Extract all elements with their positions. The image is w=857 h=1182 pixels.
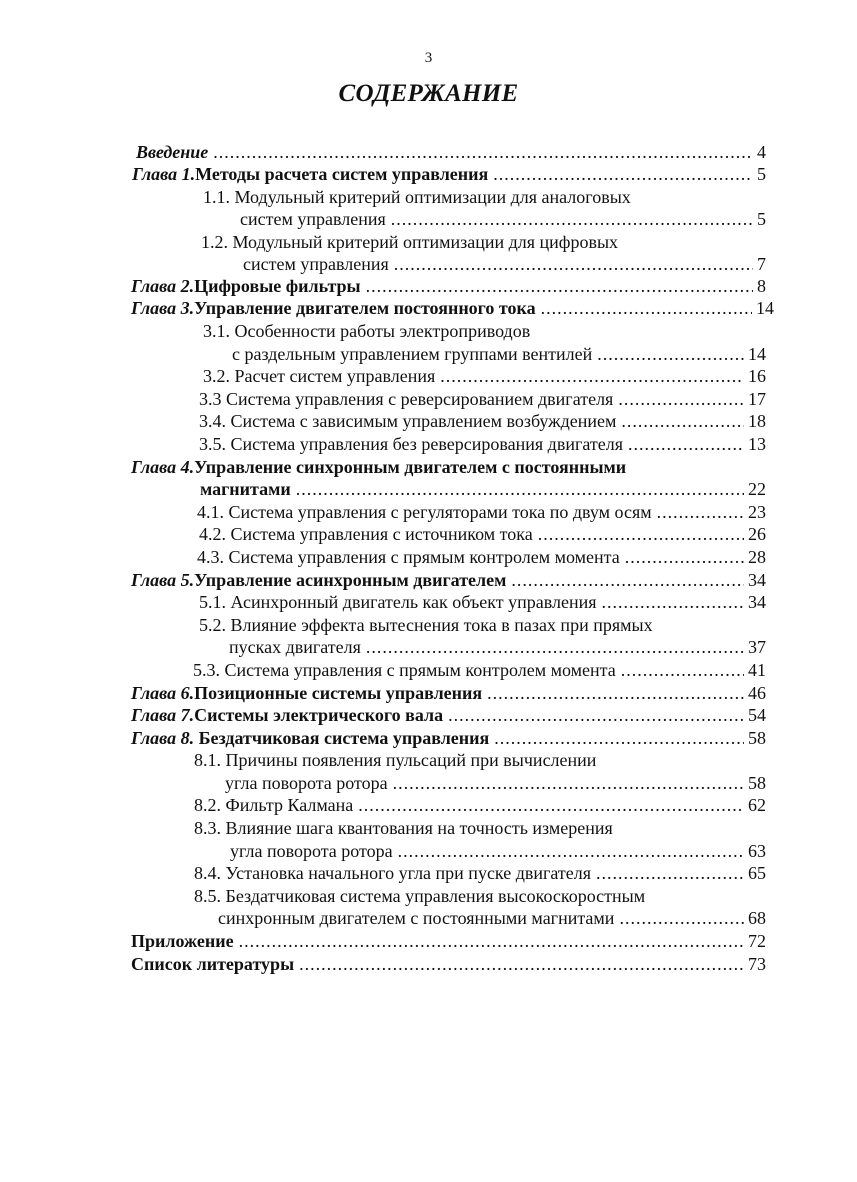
chapter-title: Позиционные системы управления (194, 683, 483, 703)
toc-section-1-2: 1.2. Модульный критерий оптимизации для цифровых (201, 232, 619, 252)
toc-page: 46 (748, 683, 766, 703)
toc-entry-1-1[interactable] (240, 207, 766, 231)
toc-leader (618, 387, 744, 411)
toc-entry-appendix[interactable] (131, 929, 766, 953)
toc-entry-3-5[interactable] (199, 432, 766, 456)
toc-label: угла поворота ротора (225, 773, 388, 793)
toc-leader (602, 590, 744, 614)
toc-label: 5.1. Асинхронный двигатель как объект управления (199, 592, 597, 612)
toc-leader (625, 545, 744, 569)
toc-leader (619, 906, 744, 930)
toc-label: 3.2. Расчет систем управления (203, 366, 436, 386)
toc-page: 8 (757, 276, 766, 296)
toc-entry-ch4-cont[interactable] (200, 477, 766, 501)
toc-label: систем управления (240, 209, 386, 229)
toc-label: 5.3. Система управления с прямым контролем момента (193, 660, 616, 680)
toc-page: 73 (748, 954, 766, 974)
toc-entry-intro[interactable] (136, 140, 766, 164)
toc-page: 72 (748, 931, 766, 951)
toc-leader (394, 252, 753, 276)
toc-entry-8-5[interactable] (218, 906, 766, 930)
toc-page: 22 (748, 479, 766, 499)
toc-page: 62 (748, 795, 766, 815)
toc-page: 58 (748, 728, 766, 748)
chapter-number: Глава 8. (131, 728, 195, 748)
toc-entry-ch1[interactable] (132, 162, 766, 186)
toc-page: 41 (748, 660, 766, 680)
toc-label: 3.3 Система управления с реверсированием двигателя (199, 389, 614, 409)
toc-label: 3.4. Система с зависимым управлением возбуждением (199, 411, 617, 431)
page-number: 3 (424, 50, 433, 66)
toc-section-8-3: 8.3. Влияние шага квантования на точность измерения (194, 818, 613, 838)
toc-entry-ch3[interactable] (131, 296, 774, 320)
toc-entry-8-1[interactable] (225, 771, 766, 795)
toc-page: 37 (748, 637, 766, 657)
toc-label: 3.5. Система управления без реверсирования двигателя (199, 434, 623, 454)
toc-page: 28 (748, 547, 766, 567)
page-title: СОДЕРЖАНИЕ (338, 80, 519, 107)
toc-leader (493, 162, 753, 186)
toc-page: 65 (748, 863, 766, 883)
toc-page: 18 (748, 411, 766, 431)
toc-section-3-1: 3.1. Особенности работы электроприводов (203, 321, 531, 341)
toc-leader (393, 771, 744, 795)
toc-page: 7 (757, 254, 766, 274)
chapter-title-cont: магнитами (200, 479, 291, 499)
toc-label: систем управления (243, 254, 389, 274)
chapter-title: Цифровые фильтры (194, 276, 361, 296)
toc-leader (366, 274, 753, 298)
toc-section-8-1: 8.1. Причины появления пульсаций при вычислении (194, 750, 597, 770)
toc-leader (391, 207, 753, 231)
toc-entry-5-3[interactable] (193, 658, 766, 682)
toc-section-1-1: 1.1. Модульный критерий оптимизации для аналоговых (203, 187, 631, 207)
chapter-number: Глава 5. (131, 570, 195, 590)
toc-section-8-5: 8.5. Бездатчиковая система управления высокоскоростным (194, 886, 646, 906)
toc-leader (487, 681, 744, 705)
toc-label: с раздельным управлением группами вентилей (232, 344, 593, 364)
toc-leader (494, 726, 744, 750)
toc-leader (299, 952, 744, 976)
toc-label: пусках двигателя (229, 637, 361, 657)
toc-leader (511, 568, 744, 592)
toc-leader (448, 703, 744, 727)
chapter-number: Глава 3. (131, 298, 195, 318)
toc-entry-8-4[interactable] (194, 861, 766, 885)
chapter-title: Бездатчиковая система управления (194, 728, 490, 748)
toc-leader (657, 500, 744, 524)
toc-entry-ch6[interactable] (131, 681, 766, 705)
toc-entry-3-2[interactable] (203, 364, 766, 388)
toc-page: 34 (748, 570, 766, 590)
toc-leader (597, 342, 744, 366)
toc-page: 5 (757, 164, 766, 184)
toc-entry-4-2[interactable] (199, 522, 766, 546)
toc-entry-3-1[interactable] (232, 342, 766, 366)
toc-entry-8-3[interactable] (230, 839, 766, 863)
chapter-title: Системы электрического вала (194, 705, 444, 725)
toc-leader (239, 929, 744, 953)
toc-page: 34 (748, 592, 766, 612)
toc-leader (541, 296, 752, 320)
chapter-title: Управление синхронным двигателем с постоянными (194, 457, 627, 477)
toc-label: синхронным двигателем с постоянными магнитами (218, 908, 615, 928)
toc-page: 26 (748, 524, 766, 544)
toc-entry-ch2[interactable] (131, 274, 766, 298)
toc-label: угла поворота ротора (230, 841, 393, 861)
toc-label: Введение (136, 142, 209, 162)
toc-page: 58 (748, 773, 766, 793)
toc-label: 4.1. Система управления с регуляторами тока по двум осям (197, 502, 652, 522)
toc-section-5-2: 5.2. Влияние эффекта вытеснения тока в пазах при прямых (199, 615, 653, 635)
toc-leader (366, 635, 744, 659)
toc-entry-ch8[interactable] (131, 726, 766, 750)
toc-entry-ch4[interactable] (131, 455, 626, 479)
toc-leader (213, 140, 753, 164)
chapter-title: Методы расчета систем управления (195, 164, 489, 184)
toc-leader (628, 432, 744, 456)
toc-leader (621, 409, 744, 433)
toc-page: 14 (756, 298, 774, 318)
toc-page: 5 (757, 209, 766, 229)
chapter-title: Управление асинхронным двигателем (194, 570, 507, 590)
toc-leader (538, 522, 744, 546)
toc-leader (398, 839, 744, 863)
toc-label: 4.2. Система управления с источником тока (199, 524, 533, 544)
toc-label: Приложение (131, 931, 234, 951)
toc-entry-4-3[interactable] (197, 545, 766, 569)
toc-entry-5-2[interactable] (229, 635, 766, 659)
toc-leader (296, 477, 744, 501)
toc-label: 8.2. Фильтр Калмана (194, 795, 354, 815)
toc-entry-5-1[interactable] (199, 590, 766, 614)
toc-page: 68 (748, 908, 766, 928)
toc-page: 14 (748, 344, 766, 364)
chapter-number: Глава 1. (132, 164, 196, 184)
toc-page: 16 (748, 366, 766, 386)
toc-page: 13 (748, 434, 766, 454)
toc-entry-4-1[interactable] (197, 500, 766, 524)
toc-entry-3-4[interactable] (199, 409, 766, 433)
toc-page: 23 (748, 502, 766, 522)
toc-entry-ch5[interactable] (131, 568, 766, 592)
toc-leader (596, 861, 744, 885)
toc-leader (440, 364, 744, 388)
toc-leader (621, 658, 744, 682)
chapter-number: Глава 4. (131, 457, 195, 477)
chapter-number: Глава 6. (131, 683, 195, 703)
toc-page: 17 (748, 389, 766, 409)
toc-leader (358, 793, 744, 817)
chapter-number: Глава 2. (131, 276, 195, 296)
toc-label: 8.4. Установка начального угла при пуске двигателя (194, 863, 592, 883)
chapter-title: Управление двигателем постоянного тока (194, 298, 536, 318)
toc-entry-references[interactable] (131, 952, 766, 976)
toc-entry-8-2[interactable] (194, 793, 766, 817)
toc-page: 54 (748, 705, 766, 725)
toc-entry-ch7[interactable] (131, 703, 766, 727)
toc-label: 4.3. Система управления с прямым контролем момента (197, 547, 620, 567)
chapter-number: Глава 7. (131, 705, 195, 725)
toc-page: 63 (748, 841, 766, 861)
toc-label: Список литературы (131, 954, 295, 974)
toc-entry-3-3[interactable] (199, 387, 766, 411)
toc-page: 4 (757, 142, 766, 162)
toc-entry-1-2[interactable] (243, 252, 766, 276)
